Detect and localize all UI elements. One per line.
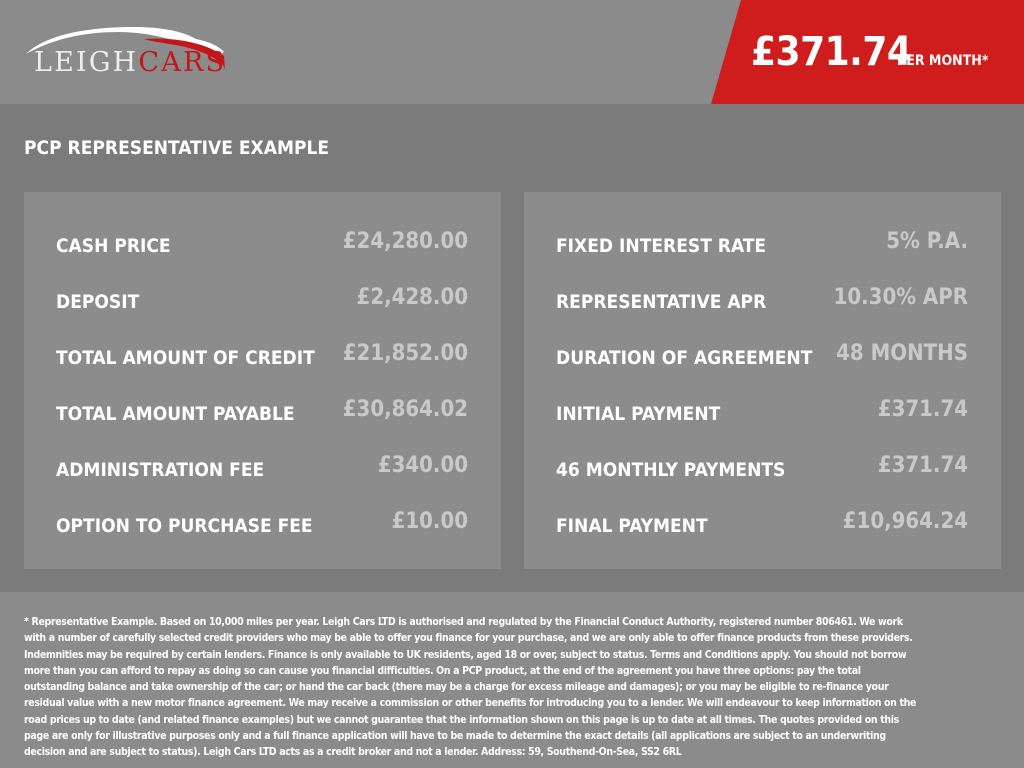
finance-panel-right [524,192,1001,569]
section-title: PCP REPRESENTATIVE EXAMPLE [24,137,330,159]
finance-row-initial-payment [556,397,968,428]
finance-panel-left [24,192,501,569]
row-value: £371.74 [877,453,968,478]
row-value: £30,864.02 [342,397,468,422]
monthly-price: £371.74 [751,29,912,75]
row-value: 48 MONTHS [836,341,968,366]
row-label: DURATION OF AGREEMENT [556,347,813,369]
finance-row-deposit [56,285,468,316]
finance-row-apr [556,285,968,316]
row-label: DEPOSIT [56,291,140,313]
row-label: CASH PRICE [56,235,171,257]
row-label: FIXED INTEREST RATE [556,235,767,257]
finance-row-interest-rate [556,229,968,260]
row-value: £10,964.24 [842,509,968,534]
finance-row-monthly-payments [556,453,968,484]
row-value: 10.30% APR [833,285,968,310]
price-period-label: PER MONTH* [897,53,989,69]
finance-row-cash-price [56,229,468,260]
finance-row-duration [556,341,968,372]
row-label: INITIAL PAYMENT [556,403,721,425]
row-label: TOTAL AMOUNT PAYABLE [56,403,295,425]
finance-row-option-fee [56,509,468,540]
row-value: £10.00 [391,509,468,534]
finance-row-final-payment [556,509,968,540]
row-label: TOTAL AMOUNT OF CREDIT [56,347,315,369]
row-value: £24,280.00 [342,229,468,254]
finance-row-admin-fee [56,453,468,484]
row-value: £21,852.00 [342,341,468,366]
finance-row-total-credit [56,341,468,372]
row-label: FINAL PAYMENT [556,515,708,537]
row-value: 5% P.A. [886,229,968,254]
row-label: REPRESENTATIVE APR [556,291,767,313]
row-label: ADMINISTRATION FEE [56,459,265,481]
finance-row-total-payable [56,397,468,428]
row-value: £371.74 [877,397,968,422]
brand-logo[interactable] [24,24,230,82]
row-value: £2,428.00 [356,285,468,310]
disclaimer-text: * Representative Example. Based on 10,000 miles per year. Leigh Cars LTD is authorised and regulated by the Financial Conduct Authority, registered number 806461. We work with a number of carefully selected credit providers who may be able to offer you finance for your purchase, and we are only able to offer finance products from these providers. Indemnities may be required by certain lenders. Finance is only available to UK residents, aged 18 or over, subject to status. Terms and Conditions apply. You should not borrow more than you can afford to repay as doing so can cause you financial difficulties. On a PCP product, at the end of the agreement you have three options: pay the total outstanding balance and take ownership of the car; or hand the car back (there may be a charge for excess mileage and damages); or you may be eligible to re-finance your residual value with a new motor finance agreement. We may receive a commission or other benefits for introducing you to a lender. We will endeavour to keep information on the road prices up to date (and related finance examples) but we cannot guarantee that the information shown on this page is up to date at all times. The quotes provided on this page are only for illustrative purposes only and a full finance application will have to be made to determine the exact details (all applications are subject to an underwriting decision and are subject to status). Leigh Cars LTD acts as a credit broker and not a lender. Address: 59, Southend-On-Sea, SS2 6RL [24,616,917,759]
row-label: OPTION TO PURCHASE FEE [56,515,313,537]
row-value: £340.00 [377,453,468,478]
row-label: 46 MONTHLY PAYMENTS [556,459,786,481]
brand-name: LEIGHCARS [34,47,227,78]
